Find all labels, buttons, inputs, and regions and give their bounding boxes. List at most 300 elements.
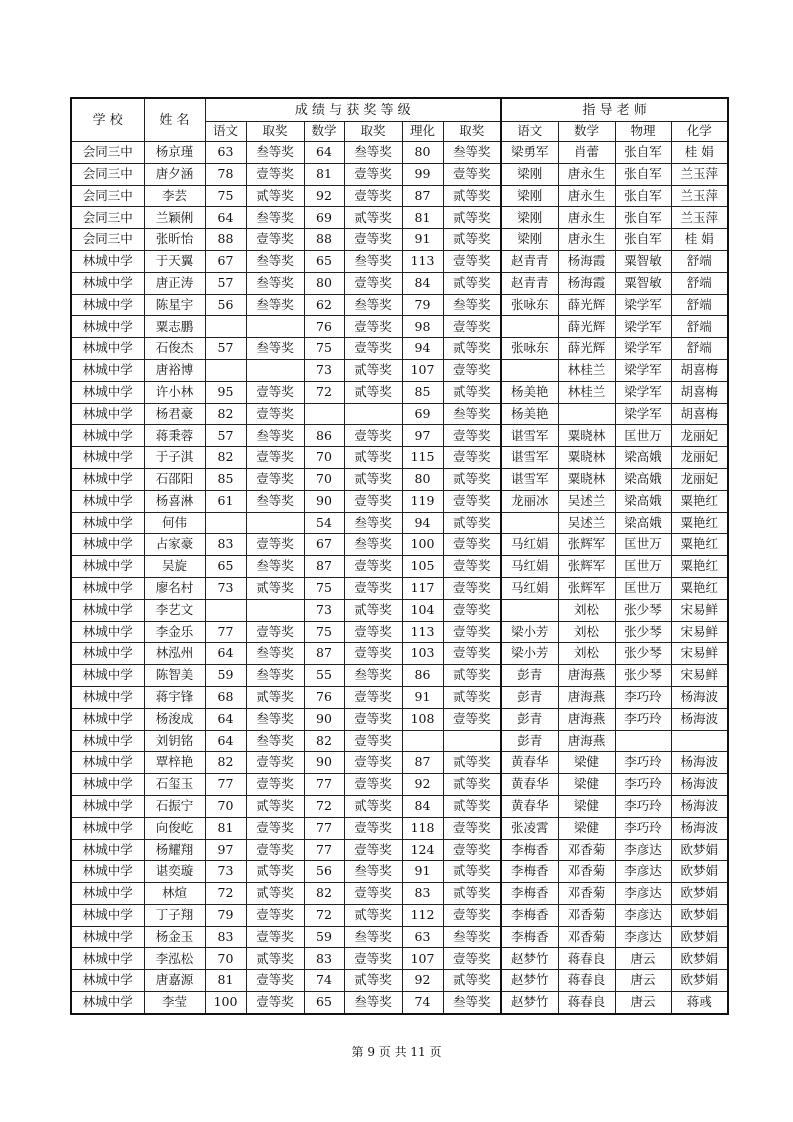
chinese-teacher-cell: 李梅香 (501, 883, 558, 905)
chemistry-teacher-cell: 舒端 (671, 338, 728, 360)
math-score-cell: 83 (304, 948, 344, 970)
science-award-cell: 壹等奖 (443, 577, 501, 599)
math-score-cell: 73 (304, 599, 344, 621)
science-score-cell: 79 (402, 294, 443, 316)
chinese-score-cell: 64 (205, 708, 246, 730)
science-score-cell: 124 (402, 839, 443, 861)
school-cell: 林城中学 (71, 752, 144, 774)
chinese-score-cell: 61 (205, 490, 246, 512)
science-award-cell: 壹等奖 (443, 599, 501, 621)
name-cell: 石邵阳 (144, 468, 205, 490)
chinese-award-cell: 叁等奖 (246, 730, 304, 752)
math-score-cell: 90 (304, 490, 344, 512)
math-award-cell: 叁等奖 (344, 992, 402, 1014)
chinese-teacher-cell: 谌雪军 (501, 425, 558, 447)
school-cell: 林城中学 (71, 904, 144, 926)
name-cell: 丁子翔 (144, 904, 205, 926)
chinese-teacher-cell: 黄春华 (501, 774, 558, 796)
chinese-teacher-cell: 梁小芳 (501, 621, 558, 643)
chinese-score-cell: 85 (205, 468, 246, 490)
physics-teacher-cell: 梁高娥 (615, 490, 671, 512)
table-row (71, 556, 728, 578)
physics-teacher-cell: 粟智敏 (615, 272, 671, 294)
physics-teacher-cell: 李巧玲 (615, 686, 671, 708)
math-award-cell: 壹等奖 (344, 425, 402, 447)
math-score-cell: 87 (304, 556, 344, 578)
physics-teacher-cell: 张自军 (615, 142, 671, 164)
table-row (71, 730, 728, 752)
name-cell: 杨喜淋 (144, 490, 205, 512)
school-cell: 林城中学 (71, 970, 144, 992)
table-row (71, 338, 728, 360)
math-score-cell: 90 (304, 752, 344, 774)
science-award-cell: 贰等奖 (443, 665, 501, 687)
sub-header-award: 取奖 (443, 122, 501, 142)
math-teacher-cell: 梁健 (558, 752, 615, 774)
math-teacher-cell (558, 403, 615, 425)
math-award-cell: 壹等奖 (344, 556, 402, 578)
math-award-cell: 壹等奖 (344, 883, 402, 905)
chinese-score-cell: 83 (205, 534, 246, 556)
sub-header-teacher-physics: 物理 (615, 122, 671, 142)
name-cell: 于天翼 (144, 250, 205, 272)
name-cell: 张昕怡 (144, 229, 205, 251)
math-award-cell: 壹等奖 (344, 752, 402, 774)
science-award-cell: 贰等奖 (443, 861, 501, 883)
chinese-score-cell: 73 (205, 577, 246, 599)
math-score-cell: 90 (304, 708, 344, 730)
table-row (71, 795, 728, 817)
table-body (71, 142, 728, 1014)
name-cell: 刘钥铭 (144, 730, 205, 752)
math-score-cell: 75 (304, 338, 344, 360)
physics-teacher-cell: 唐云 (615, 970, 671, 992)
math-teacher-cell: 吴述兰 (558, 490, 615, 512)
chinese-teacher-cell: 李梅香 (501, 904, 558, 926)
chinese-score-cell (205, 359, 246, 381)
name-cell: 杨金玉 (144, 926, 205, 948)
math-teacher-cell: 唐永生 (558, 185, 615, 207)
name-cell: 李泓松 (144, 948, 205, 970)
chemistry-teacher-cell: 舒端 (671, 294, 728, 316)
science-score-cell: 100 (402, 534, 443, 556)
table-row (71, 992, 728, 1014)
chemistry-teacher-cell: 欧梦娟 (671, 861, 728, 883)
name-cell: 唐夕涵 (144, 163, 205, 185)
chemistry-teacher-cell: 杨海波 (671, 752, 728, 774)
science-award-cell: 叁等奖 (443, 142, 501, 164)
chinese-award-cell: 壹等奖 (246, 970, 304, 992)
science-award-cell: 壹等奖 (443, 817, 501, 839)
physics-teacher-cell: 李彦达 (615, 926, 671, 948)
science-score-cell: 85 (402, 381, 443, 403)
chinese-award-cell: 壹等奖 (246, 839, 304, 861)
chinese-score-cell (205, 512, 246, 534)
chinese-score-cell: 82 (205, 752, 246, 774)
math-award-cell: 贰等奖 (344, 904, 402, 926)
chinese-teacher-cell: 赵青青 (501, 272, 558, 294)
chinese-award-cell: 壹等奖 (246, 926, 304, 948)
math-score-cell: 72 (304, 904, 344, 926)
chinese-teacher-cell: 谌雪军 (501, 468, 558, 490)
chinese-award-cell (246, 512, 304, 534)
science-score-cell: 92 (402, 970, 443, 992)
chinese-teacher-cell: 彭青 (501, 730, 558, 752)
table-row (71, 970, 728, 992)
name-cell: 李艺文 (144, 599, 205, 621)
physics-teacher-cell: 匡世万 (615, 534, 671, 556)
table-row (71, 163, 728, 185)
physics-teacher-cell: 梁高娥 (615, 468, 671, 490)
table-row (71, 359, 728, 381)
school-cell: 林城中学 (71, 795, 144, 817)
math-teacher-cell: 唐海燕 (558, 730, 615, 752)
science-award-cell: 贰等奖 (443, 338, 501, 360)
chemistry-teacher-cell: 龙丽妃 (671, 447, 728, 469)
chemistry-teacher-cell: 宋易鲜 (671, 621, 728, 643)
chinese-score-cell: 57 (205, 338, 246, 360)
name-cell: 林泓州 (144, 643, 205, 665)
science-score-cell: 118 (402, 817, 443, 839)
table-row (71, 904, 728, 926)
chinese-score-cell: 100 (205, 992, 246, 1014)
math-score-cell: 59 (304, 926, 344, 948)
physics-teacher-cell: 梁学军 (615, 403, 671, 425)
math-score-cell: 74 (304, 970, 344, 992)
chinese-award-cell: 叁等奖 (246, 708, 304, 730)
math-score-cell: 82 (304, 883, 344, 905)
math-teacher-cell: 邓香菊 (558, 926, 615, 948)
school-cell: 林城中学 (71, 512, 144, 534)
sub-header-math: 数学 (304, 122, 344, 142)
chemistry-teacher-cell: 兰玉萍 (671, 207, 728, 229)
science-score-cell: 99 (402, 163, 443, 185)
chinese-score-cell: 68 (205, 686, 246, 708)
chinese-score-cell: 88 (205, 229, 246, 251)
chinese-award-cell: 壹等奖 (246, 381, 304, 403)
math-score-cell: 72 (304, 795, 344, 817)
science-award-cell: 壹等奖 (443, 621, 501, 643)
chinese-teacher-cell: 彭青 (501, 686, 558, 708)
chinese-score-cell: 72 (205, 883, 246, 905)
math-award-cell: 壹等奖 (344, 490, 402, 512)
science-score-cell: 97 (402, 425, 443, 447)
math-teacher-cell: 梁健 (558, 774, 615, 796)
score-table (70, 97, 729, 1015)
chinese-teacher-cell: 张凌霄 (501, 817, 558, 839)
math-award-cell: 贰等奖 (344, 599, 402, 621)
chemistry-teacher-cell: 舒端 (671, 316, 728, 338)
chemistry-teacher-cell: 欧梦娟 (671, 948, 728, 970)
school-cell: 林城中学 (71, 534, 144, 556)
math-award-cell: 壹等奖 (344, 839, 402, 861)
science-award-cell: 贰等奖 (443, 752, 501, 774)
math-teacher-cell: 粟晓林 (558, 447, 615, 469)
math-award-cell: 壹等奖 (344, 948, 402, 970)
math-score-cell: 54 (304, 512, 344, 534)
chemistry-teacher-cell: 杨海波 (671, 817, 728, 839)
science-award-cell: 壹等奖 (443, 490, 501, 512)
math-award-cell: 壹等奖 (344, 272, 402, 294)
math-award-cell: 壹等奖 (344, 621, 402, 643)
school-cell: 林城中学 (71, 359, 144, 381)
chinese-award-cell: 叁等奖 (246, 338, 304, 360)
math-score-cell: 73 (304, 359, 344, 381)
physics-teacher-cell: 张自军 (615, 185, 671, 207)
math-teacher-cell: 蒋春良 (558, 970, 615, 992)
math-score-cell: 81 (304, 163, 344, 185)
chinese-teacher-cell: 李梅香 (501, 861, 558, 883)
school-cell: 会同三中 (71, 207, 144, 229)
chinese-award-cell: 贰等奖 (246, 577, 304, 599)
chinese-award-cell: 叁等奖 (246, 142, 304, 164)
math-award-cell: 叁等奖 (344, 142, 402, 164)
chinese-award-cell: 壹等奖 (246, 992, 304, 1014)
math-award-cell: 壹等奖 (344, 643, 402, 665)
sub-header-award: 取奖 (344, 122, 402, 142)
chinese-teacher-cell: 龙丽冰 (501, 490, 558, 512)
math-teacher-cell: 蒋春良 (558, 992, 615, 1014)
math-teacher-cell: 唐永生 (558, 229, 615, 251)
table-row (71, 534, 728, 556)
math-teacher-cell: 唐海燕 (558, 665, 615, 687)
chinese-teacher-cell: 彭青 (501, 708, 558, 730)
math-teacher-cell: 吴述兰 (558, 512, 615, 534)
math-award-cell: 叁等奖 (344, 665, 402, 687)
math-score-cell: 72 (304, 381, 344, 403)
table-row (71, 207, 728, 229)
name-cell: 唐嘉源 (144, 970, 205, 992)
school-cell: 林城中学 (71, 643, 144, 665)
table-row (71, 948, 728, 970)
math-teacher-cell: 邓香菊 (558, 839, 615, 861)
chinese-teacher-cell: 梁勇军 (501, 142, 558, 164)
chinese-teacher-cell: 赵青青 (501, 250, 558, 272)
math-score-cell: 56 (304, 861, 344, 883)
chinese-score-cell: 75 (205, 185, 246, 207)
chemistry-teacher-cell: 粟艳红 (671, 490, 728, 512)
science-award-cell: 壹等奖 (443, 250, 501, 272)
name-cell: 陈星宇 (144, 294, 205, 316)
chinese-award-cell: 壹等奖 (246, 774, 304, 796)
math-teacher-cell: 唐永生 (558, 207, 615, 229)
chemistry-teacher-cell: 欧梦娟 (671, 883, 728, 905)
physics-teacher-cell: 李彦达 (615, 839, 671, 861)
physics-teacher-cell: 匡世万 (615, 425, 671, 447)
name-cell: 廖名村 (144, 577, 205, 599)
chinese-award-cell: 叁等奖 (246, 556, 304, 578)
chinese-score-cell: 81 (205, 970, 246, 992)
science-score-cell: 83 (402, 883, 443, 905)
math-score-cell: 92 (304, 185, 344, 207)
chemistry-teacher-cell: 欧梦娟 (671, 970, 728, 992)
math-teacher-cell: 杨海霞 (558, 272, 615, 294)
math-award-cell: 贰等奖 (344, 468, 402, 490)
math-teacher-cell: 唐永生 (558, 163, 615, 185)
school-cell: 林城中学 (71, 839, 144, 861)
school-cell: 林城中学 (71, 490, 144, 512)
chinese-teacher-cell (501, 359, 558, 381)
name-cell: 林煊 (144, 883, 205, 905)
school-cell: 林城中学 (71, 468, 144, 490)
school-cell: 林城中学 (71, 774, 144, 796)
math-award-cell: 贰等奖 (344, 207, 402, 229)
table-row (71, 272, 728, 294)
science-award-cell: 叁等奖 (443, 403, 501, 425)
math-award-cell: 叁等奖 (344, 926, 402, 948)
math-award-cell: 贰等奖 (344, 970, 402, 992)
table-row (71, 468, 728, 490)
science-score-cell: 107 (402, 359, 443, 381)
name-cell: 向俊屹 (144, 817, 205, 839)
chinese-teacher-cell: 杨美艳 (501, 381, 558, 403)
name-cell: 唐裕博 (144, 359, 205, 381)
physics-teacher-cell: 梁高娥 (615, 447, 671, 469)
math-award-cell: 壹等奖 (344, 163, 402, 185)
science-award-cell: 贰等奖 (443, 970, 501, 992)
science-score-cell: 104 (402, 599, 443, 621)
chinese-award-cell: 贰等奖 (246, 883, 304, 905)
school-cell: 会同三中 (71, 163, 144, 185)
school-cell: 林城中学 (71, 730, 144, 752)
name-cell: 李金乐 (144, 621, 205, 643)
physics-teacher-cell: 张自军 (615, 207, 671, 229)
math-award-cell: 壹等奖 (344, 338, 402, 360)
math-score-cell: 75 (304, 577, 344, 599)
chinese-award-cell: 叁等奖 (246, 272, 304, 294)
math-teacher-cell: 邓香菊 (558, 861, 615, 883)
chinese-award-cell: 贰等奖 (246, 686, 304, 708)
math-teacher-cell: 粟晓林 (558, 425, 615, 447)
chinese-teacher-cell: 梁刚 (501, 229, 558, 251)
physics-teacher-cell: 张少琴 (615, 599, 671, 621)
table-row (71, 512, 728, 534)
school-cell: 林城中学 (71, 447, 144, 469)
science-award-cell (443, 730, 501, 752)
math-teacher-cell: 张辉军 (558, 556, 615, 578)
science-score-cell (402, 730, 443, 752)
math-score-cell: 88 (304, 229, 344, 251)
chemistry-teacher-cell: 欧梦娟 (671, 926, 728, 948)
science-score-cell: 91 (402, 229, 443, 251)
math-teacher-cell: 张辉军 (558, 577, 615, 599)
chinese-score-cell: 95 (205, 381, 246, 403)
science-award-cell: 贰等奖 (443, 207, 501, 229)
physics-teacher-cell: 张自军 (615, 229, 671, 251)
math-teacher-cell: 肖蕾 (558, 142, 615, 164)
science-award-cell: 贰等奖 (443, 686, 501, 708)
chinese-award-cell: 壹等奖 (246, 817, 304, 839)
school-cell: 林城中学 (71, 599, 144, 621)
math-score-cell: 86 (304, 425, 344, 447)
physics-teacher-cell: 唐云 (615, 992, 671, 1014)
school-header: 学 校 (71, 98, 144, 142)
science-award-cell: 贰等奖 (443, 468, 501, 490)
chinese-award-cell: 叁等奖 (246, 207, 304, 229)
name-cell: 李莹 (144, 992, 205, 1014)
chinese-score-cell: 79 (205, 904, 246, 926)
science-score-cell: 115 (402, 447, 443, 469)
science-score-cell: 86 (402, 665, 443, 687)
table-row (71, 381, 728, 403)
name-cell: 吴旋 (144, 556, 205, 578)
school-cell: 林城中学 (71, 621, 144, 643)
chemistry-teacher-cell: 舒端 (671, 250, 728, 272)
name-header: 姓 名 (144, 98, 205, 142)
science-score-cell: 84 (402, 795, 443, 817)
physics-teacher-cell (615, 730, 671, 752)
chinese-award-cell: 叁等奖 (246, 665, 304, 687)
math-teacher-cell: 张辉军 (558, 534, 615, 556)
physics-teacher-cell: 李巧玲 (615, 817, 671, 839)
name-cell: 许小林 (144, 381, 205, 403)
math-score-cell (304, 403, 344, 425)
school-cell: 林城中学 (71, 883, 144, 905)
school-cell: 林城中学 (71, 861, 144, 883)
chinese-award-cell: 壹等奖 (246, 447, 304, 469)
school-cell: 林城中学 (71, 556, 144, 578)
name-cell: 何伟 (144, 512, 205, 534)
math-award-cell: 叁等奖 (344, 534, 402, 556)
table-row (71, 316, 728, 338)
math-score-cell: 70 (304, 447, 344, 469)
chinese-score-cell: 82 (205, 403, 246, 425)
name-cell: 杨京瑾 (144, 142, 205, 164)
math-teacher-cell: 薛光辉 (558, 294, 615, 316)
physics-teacher-cell: 李彦达 (615, 883, 671, 905)
science-score-cell: 105 (402, 556, 443, 578)
math-teacher-cell: 梁健 (558, 795, 615, 817)
chemistry-teacher-cell: 桂 娟 (671, 229, 728, 251)
chemistry-teacher-cell: 杨海波 (671, 774, 728, 796)
science-score-cell: 84 (402, 272, 443, 294)
chinese-award-cell: 壹等奖 (246, 534, 304, 556)
school-cell: 林城中学 (71, 926, 144, 948)
math-score-cell: 77 (304, 817, 344, 839)
chinese-teacher-cell: 梁刚 (501, 207, 558, 229)
school-cell: 林城中学 (71, 294, 144, 316)
school-cell: 林城中学 (71, 686, 144, 708)
sub-header-chinese: 语文 (205, 122, 246, 142)
table-row (71, 686, 728, 708)
physics-teacher-cell: 张少琴 (615, 621, 671, 643)
physics-teacher-cell: 李彦达 (615, 904, 671, 926)
math-score-cell: 77 (304, 839, 344, 861)
science-award-cell: 壹等奖 (443, 948, 501, 970)
math-award-cell: 壹等奖 (344, 316, 402, 338)
chinese-score-cell: 63 (205, 142, 246, 164)
chinese-score-cell: 64 (205, 643, 246, 665)
math-teacher-cell: 刘松 (558, 621, 615, 643)
chinese-teacher-cell: 李梅香 (501, 926, 558, 948)
math-teacher-cell: 刘松 (558, 643, 615, 665)
chinese-score-cell: 70 (205, 948, 246, 970)
math-teacher-cell: 林桂兰 (558, 381, 615, 403)
chinese-score-cell: 57 (205, 425, 246, 447)
table-row (71, 142, 728, 164)
science-score-cell: 94 (402, 512, 443, 534)
name-cell: 兰颖俐 (144, 207, 205, 229)
math-score-cell: 76 (304, 686, 344, 708)
math-award-cell: 壹等奖 (344, 577, 402, 599)
sub-header-teacher-math: 数学 (558, 122, 615, 142)
table-row (71, 643, 728, 665)
chinese-award-cell (246, 316, 304, 338)
science-score-cell: 94 (402, 338, 443, 360)
math-score-cell: 65 (304, 992, 344, 1014)
chinese-score-cell: 83 (205, 926, 246, 948)
math-score-cell: 82 (304, 730, 344, 752)
